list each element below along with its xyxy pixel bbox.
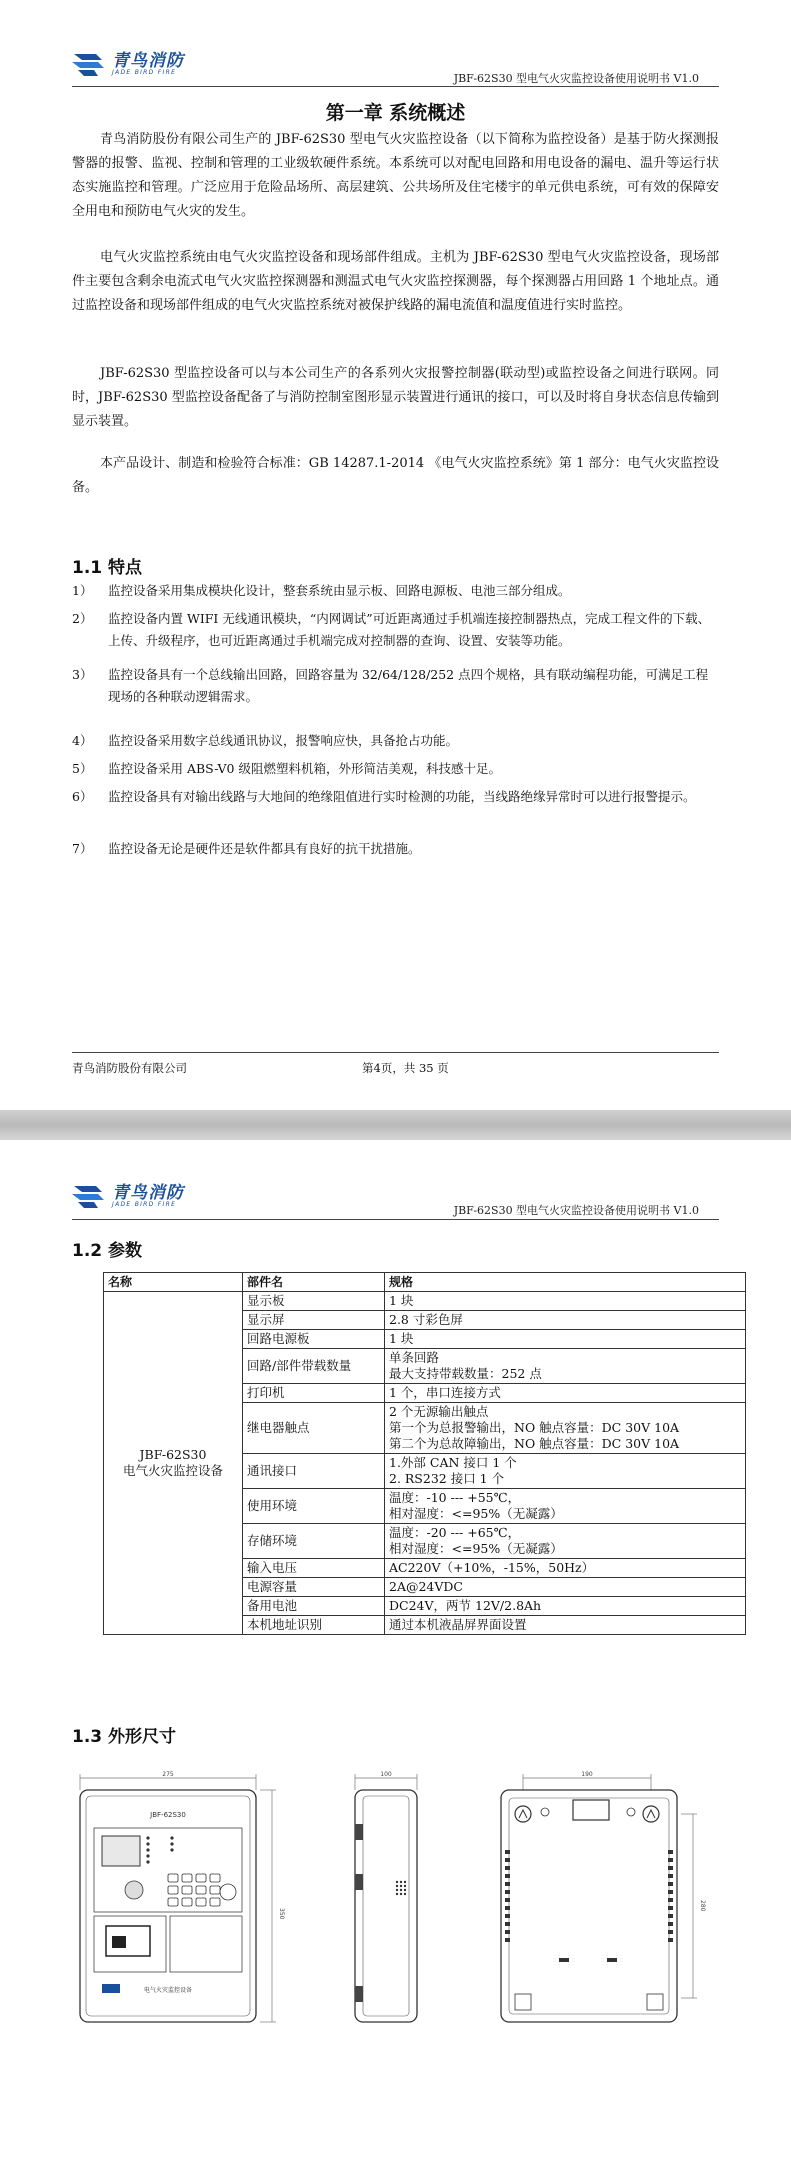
- part-cell: 输入电压: [243, 1559, 385, 1578]
- spec-cell: DC24V，两节 12V/2.8Ah: [385, 1597, 746, 1616]
- side-width-label: 100: [380, 1771, 392, 1778]
- company-logo: 青鸟消防 JADE BIRD FIRE: [72, 50, 184, 78]
- document-title: JBF-62S30 型电气火灾监控设备使用说明书 V1.0: [453, 1204, 699, 1217]
- jade-bird-logo-icon: [72, 1182, 106, 1210]
- paragraph: 青鸟消防股份有限公司生产的 JBF-62S30 型电气火灾监控设备（以下简称为监控设备）是基于防火探测报警器的报警、监视、控制和管理的工业级软硬件系统。本系统可以对配电回路和用电设备的漏电、温升等运行状态实施监控和管理。广泛应用于危险品场所、高层建筑、公共场所及住宅楼宇的单元供电系统，可有效的保障安全用电和预防电气火灾的发生。: [72, 132, 719, 219]
- part-cell: 显示屏: [243, 1311, 385, 1330]
- part-cell: 继电器触点: [243, 1403, 385, 1454]
- front-width-label: 275: [162, 1771, 174, 1778]
- part-cell: 存储环境: [243, 1524, 385, 1559]
- front-model-label: JBF-62S30: [150, 1811, 186, 1819]
- page-number: 第4页，共 35 页: [362, 1061, 449, 1075]
- part-cell: 回路电源板: [243, 1330, 385, 1349]
- column-header: 规格: [385, 1273, 746, 1292]
- product-name-cell: JBF-62S30 电气火灾监控设备: [104, 1292, 243, 1635]
- footer-rule: [72, 1052, 719, 1053]
- spec-cell: AC220V（+10%，-15%，50Hz）: [385, 1559, 746, 1578]
- part-cell: 本机地址识别: [243, 1616, 385, 1635]
- column-header: 部件名: [243, 1273, 385, 1292]
- table-header-row: [104, 1273, 746, 1292]
- spec-cell: 1 块: [385, 1292, 746, 1311]
- feature-item: 3） 监控设备具有一个总线输出回路，回路容量为 32/64/128/252 点四个规格，具有联动编程功能，可满足工程现场的各种联动逻辑需求。: [72, 667, 709, 704]
- spec-cell: 通过本机液晶屏界面设置: [385, 1616, 746, 1635]
- feature-item: 4） 监控设备采用数字总线通讯协议，报警响应快，具备抢占功能。: [72, 733, 459, 748]
- company-logo: 青鸟消防 JADE BIRD FIRE: [72, 1182, 184, 1210]
- spec-cell: 2A@24VDC: [385, 1578, 746, 1597]
- back-height-label: 280: [699, 1900, 706, 1912]
- feature-item: 6） 监控设备具有对输出线路与大地间的绝缘阻值进行实时检测的功能，当线路绝缘异常时可以进行报警提示。: [72, 789, 696, 804]
- spec-cell: 单条回路 最大支持带载数量：252 点: [385, 1349, 746, 1384]
- parameters-table: [103, 1272, 746, 1635]
- part-cell: 打印机: [243, 1384, 385, 1403]
- section-title-features: 1.1 特点: [72, 558, 143, 578]
- back-width-label: 190: [581, 1771, 593, 1778]
- column-header: 名称: [104, 1273, 243, 1292]
- spec-cell: 温度：-20 --- +65℃， 相对湿度：<=95%（无凝露）: [385, 1524, 746, 1559]
- part-cell: 通讯接口: [243, 1454, 385, 1489]
- spec-cell: 1.外部 CAN 接口 1 个 2. RS232 接口 1 个: [385, 1454, 746, 1489]
- page-5: [0, 1140, 791, 2176]
- paragraph: JBF-62S30 型监控设备可以与本公司生产的各系列火灾报警控制器(联动型)或监控设备之间进行联网。同时，JBF-62S30 型监控设备配备了与消防控制室图形显示装置进行通讯的接口，可以及时将自身状态信息传输到显示装置。: [72, 366, 719, 429]
- paragraph: 电气火灾监控系统由电气火灾监控设备和现场部件组成。主机为 JBF-62S30 型电气火灾监控设备，现场部件主要包含剩余电流式电气火灾监控探测器和测温式电气火灾监控探测器，每个探测器占用回路 1 个地址点。通过监控设备和现场部件组成的电气火灾监控系统对被保护线路的漏电流值和温度值进行实时监控。: [72, 250, 719, 313]
- feature-item: 7） 监控设备无论是硬件还是软件都具有良好的抗干扰措施。: [72, 841, 421, 856]
- feature-item: 1） 监控设备采用集成模块化设计，整套系统由显示板、回路电源板、电池三部分组成。: [72, 583, 571, 598]
- spec-cell: 温度：-10 --- +55℃， 相对湿度：<=95%（无凝露）: [385, 1489, 746, 1524]
- feature-item: 2） 监控设备内置 WIFI 无线通讯模块，“内网调试”可近距离通过手机端连接控制器热点，完成工程文件的下载、上传、升级程序，也可近距离通过手机端完成对控制器的查询、设置、安装等功能。: [72, 611, 711, 648]
- front-height-label: 350: [278, 1908, 285, 1920]
- feature-item: 5） 监控设备采用 ABS-V0 级阻燃塑料机箱，外形简洁美观，科技感十足。: [72, 761, 501, 776]
- spec-cell: 2.8 寸彩色屏: [385, 1311, 746, 1330]
- front-panel-label: 电气火灾监控设备: [143, 1987, 193, 1994]
- header-rule: [72, 86, 719, 87]
- part-cell: 使用环境: [243, 1489, 385, 1524]
- part-cell: 显示板: [243, 1292, 385, 1311]
- spec-cell: 1 块: [385, 1330, 746, 1349]
- table-row: [104, 1292, 746, 1311]
- section-title-dimensions: 1.3 外形尺寸: [72, 1727, 177, 1747]
- part-cell: 备用电池: [243, 1597, 385, 1616]
- spec-cell: 2 个无源输出触点 第一个为总报警输出，NO 触点容量：DC 30V 10A 第二个为总故障输出，NO 触点容量：DC 30V 10A: [385, 1403, 746, 1454]
- part-cell: 回路/部件带载数量: [243, 1349, 385, 1384]
- page-separator: [0, 1110, 791, 1140]
- back-view-drawing: [495, 1770, 735, 2050]
- paragraph: 本产品设计、制造和检验符合标准：GB 14287.1-2014 《电气火灾监控系统》第 1 部分：电气火灾监控设备。: [72, 456, 719, 495]
- front-view-drawing: [72, 1770, 292, 2050]
- header-rule: [72, 1219, 719, 1220]
- chapter-title: 第一章 系统概述: [325, 102, 466, 124]
- part-cell: 电源容量: [243, 1578, 385, 1597]
- jade-bird-logo-icon: [72, 50, 106, 78]
- footer-company: 青鸟消防股份有限公司: [72, 1061, 187, 1075]
- side-view-drawing: [345, 1770, 455, 2050]
- document-title: JBF-62S30 型电气火灾监控设备使用说明书 V1.0: [453, 72, 699, 85]
- section-title-params: 1.2 参数: [72, 1241, 143, 1261]
- spec-cell: 1 个，串口连接方式: [385, 1384, 746, 1403]
